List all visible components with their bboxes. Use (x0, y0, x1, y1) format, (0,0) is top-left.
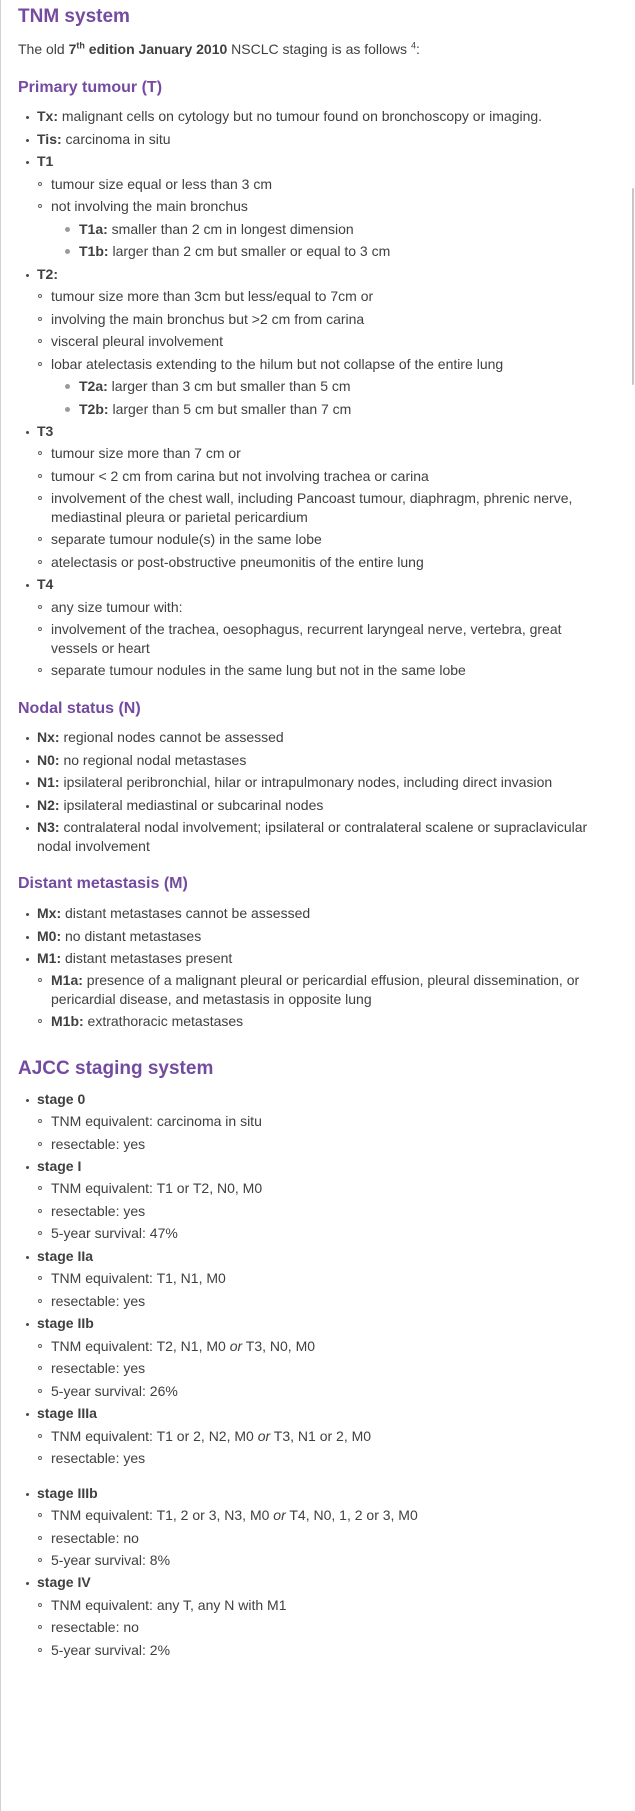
circle-bullet-icon (38, 1276, 42, 1280)
list-item-text (79, 378, 351, 394)
list-item-text (51, 1507, 418, 1523)
list-item-text (51, 356, 503, 372)
list-item (32, 355, 609, 418)
disc-bullet-icon (26, 737, 29, 740)
list-item-text (37, 266, 58, 282)
list-item-text (37, 1405, 97, 1421)
text-segment: Mx: (37, 905, 62, 922)
list-item (32, 1112, 609, 1130)
circle-bullet-icon (38, 1119, 42, 1123)
list-level-1 (18, 107, 609, 679)
circle-bullet-icon (38, 317, 42, 321)
circle-bullet-icon (38, 451, 42, 455)
disc-bullet-icon (26, 1413, 29, 1416)
text-segment: 5-year survival: 8% (51, 1551, 171, 1568)
circle-bullet-icon (38, 1603, 42, 1607)
circle-bullet-icon (38, 182, 42, 186)
text-segment: no regional nodal metastases (59, 751, 247, 768)
text-segment: stage IIb (37, 1315, 94, 1332)
circle-bullet-icon (38, 1019, 42, 1023)
text-segment: contralateral nodal involvement; ipsilateral or contralateral scalene or supraclavicular nodal involvement (37, 819, 588, 854)
circle-bullet-icon (38, 1513, 42, 1517)
text-segment: involvement of the chest wall, including Pancoast tumour, diaphragm, phrenic nerve, mediastinal pleura or parietal pericardium (51, 490, 573, 525)
text-segment: ipsilateral peribronchial, hilar or intrapulmonary nodes, including direct invasion (59, 774, 553, 791)
list-item (60, 242, 609, 260)
circle-bullet-icon (38, 605, 42, 609)
list-item-text (37, 774, 552, 790)
intro-paragraph (18, 40, 609, 59)
text-segment: N2: (37, 796, 60, 813)
square-bullet-icon (65, 227, 70, 232)
text-segment: any size tumour with: (51, 598, 183, 615)
list-item (60, 377, 609, 395)
list-item (18, 904, 609, 922)
text-segment: involvement of the trachea, oesophagus, recurrent laryngeal nerve, vertebra, great vessels or heart (51, 621, 562, 656)
list-level-3 (60, 377, 609, 418)
disc-bullet-icon (26, 805, 29, 808)
list-item (18, 796, 609, 814)
section-heading: AJCC staging system (18, 1057, 214, 1079)
list-item (32, 197, 609, 260)
list-item (18, 1314, 609, 1400)
list-item-text (51, 1338, 315, 1354)
text-segment: stage 0 (37, 1090, 86, 1107)
circle-bullet-icon (38, 339, 42, 343)
text-segment: separate tumour nodules in the same lung but not in the same lobe (51, 662, 466, 679)
list-item (32, 1596, 609, 1614)
text-segment: larger than 2 cm but smaller or equal to 3 cm (108, 243, 391, 260)
list-level-2 (32, 1337, 609, 1400)
text-segment: regional nodes cannot be assessed (59, 729, 284, 746)
list-item-text (79, 401, 351, 417)
list-item (32, 1292, 609, 1310)
list-item-text (51, 1136, 145, 1152)
disc-bullet-icon (26, 584, 29, 587)
scrollbar-thumb[interactable] (632, 188, 634, 385)
list-item-text (51, 1293, 145, 1309)
list-item (18, 773, 609, 791)
text-segment: visceral pleural involvement (51, 333, 223, 350)
text-segment: distant metastases cannot be assessed (61, 905, 311, 922)
text-segment: resectable: yes (51, 1450, 146, 1467)
list-item-text (79, 243, 390, 259)
list-item-text (51, 1203, 145, 1219)
list-item (32, 598, 609, 616)
list-item-text (51, 554, 424, 570)
list-item-text (37, 928, 201, 944)
list-item (18, 265, 609, 418)
text-segment: : (415, 40, 420, 57)
list-item-text (37, 131, 171, 147)
list-item-text (51, 333, 223, 349)
list-item (32, 1359, 609, 1377)
list-level-2 (32, 1506, 609, 1569)
circle-bullet-icon (38, 496, 42, 500)
text-segment: 7 (68, 40, 77, 57)
list-item (32, 1202, 609, 1220)
text-segment: stage IIa (37, 1247, 94, 1264)
list-item-text (51, 1450, 145, 1466)
text-segment: larger than 3 cm but smaller than 5 cm (107, 378, 351, 395)
text-segment: malignant cells on cytology but no tumour found on bronchoscopy or imaging. (58, 108, 543, 125)
disc-bullet-icon (26, 116, 29, 119)
list-level-2 (32, 1112, 609, 1153)
list-level-2 (32, 287, 609, 418)
text-segment: carcinoma in situ (61, 130, 171, 147)
list-item-text (37, 797, 323, 813)
disc-bullet-icon (26, 1099, 29, 1102)
list-item (32, 1337, 609, 1355)
list-item (32, 553, 609, 571)
text-segment: tumour size equal or less than 3 cm (51, 175, 272, 192)
list-item-text (51, 311, 364, 327)
list-item-text (51, 1225, 178, 1241)
list-item-text (51, 662, 466, 678)
list-item-text (51, 1642, 170, 1658)
text-segment: TNM equivalent: T1 or T2, N0, M0 (51, 1180, 263, 1197)
text-segment: smaller than 2 cm in longest dimension (107, 220, 354, 237)
text-segment: TNM equivalent: T1, N1, M0 (51, 1270, 226, 1287)
disc-bullet-icon (26, 1582, 29, 1585)
list-item (18, 818, 609, 855)
circle-bullet-icon (38, 1299, 42, 1303)
text-segment: TNM equivalent: T1, 2 or 3, N3, M0 (51, 1507, 274, 1524)
list-item (32, 1012, 609, 1030)
text-segment: atelectasis or post-obstructive pneumonitis of the entire lung (51, 553, 424, 570)
circle-bullet-icon (38, 1142, 42, 1146)
list-item (18, 751, 609, 769)
list-item-text (51, 1360, 145, 1376)
list-item (32, 287, 609, 305)
list-item (18, 422, 609, 571)
disc-bullet-icon (26, 1323, 29, 1326)
list-level-2 (32, 971, 609, 1030)
text-segment: resectable: no (51, 1529, 139, 1546)
subsection-heading: Nodal status (N) (18, 699, 141, 717)
list-level-1 (18, 1090, 609, 1660)
text-segment: Nx: (37, 729, 60, 746)
text-segment: 5-year survival: 47% (51, 1225, 178, 1242)
text-segment: TNM equivalent: T1 or 2, N2, M0 (51, 1427, 258, 1444)
section-heading: TNM system (18, 6, 130, 27)
circle-bullet-icon (38, 1231, 42, 1235)
list-item-text (51, 198, 248, 214)
list-item (32, 1135, 609, 1153)
circle-bullet-icon (38, 1366, 42, 1370)
list-item (18, 1484, 609, 1570)
text-segment: N3: (37, 819, 60, 836)
text-segment: resectable: yes (51, 1135, 146, 1152)
list-item-text (37, 729, 284, 745)
circle-bullet-icon (38, 294, 42, 298)
list-item (32, 332, 609, 350)
list-level-2 (32, 1596, 609, 1659)
list-item-text (51, 621, 562, 655)
list-item-text (37, 153, 53, 169)
list-level-3 (60, 220, 609, 261)
list-item (32, 1529, 609, 1547)
text-segment: T1a: (79, 220, 108, 237)
list-item (32, 1618, 609, 1636)
text-segment: or (273, 1507, 286, 1524)
list-item-text (51, 972, 579, 1006)
disc-bullet-icon (26, 913, 29, 916)
list-item (18, 1090, 609, 1153)
text-segment: edition January 2010 (84, 40, 228, 57)
text-segment: T3, N1 or 2, M0 (270, 1427, 372, 1444)
subsection-heading: Distant metastasis (M) (18, 875, 188, 893)
list-item (32, 1641, 609, 1659)
list-item-text (51, 468, 429, 484)
text-segment: resectable: yes (51, 1202, 146, 1219)
list-item (32, 530, 609, 548)
circle-bullet-icon (38, 1209, 42, 1213)
list-item (32, 1427, 609, 1445)
list-item-text (51, 1383, 178, 1399)
text-segment: T3, N0, M0 (242, 1337, 316, 1354)
text-segment: presence of a malignant pleural or pericardial effusion, pleural dissemination, or pericardial disease, and metastasis in opposite lung (51, 972, 580, 1007)
list-item-text (51, 1270, 226, 1286)
list-item-text (37, 1574, 91, 1590)
square-bullet-icon (65, 249, 70, 254)
text-segment: T1b: (79, 243, 109, 260)
disc-bullet-icon (26, 431, 29, 434)
text-segment: tumour < 2 cm from carina but not involving trachea or carina (51, 467, 429, 484)
list-item-text (51, 445, 241, 461)
text-segment: TNM equivalent: carcinoma in situ (51, 1113, 262, 1130)
list-item-text (51, 1597, 287, 1613)
circle-bullet-icon (38, 474, 42, 478)
text-segment: resectable: yes (51, 1292, 146, 1309)
circle-bullet-icon (38, 978, 42, 982)
circle-bullet-icon (38, 1625, 42, 1629)
list-item (32, 489, 609, 526)
text-segment: not involving the main bronchus (51, 198, 248, 215)
circle-bullet-icon (38, 1389, 42, 1393)
disc-bullet-icon (26, 936, 29, 939)
list-item (18, 728, 609, 746)
list-item (32, 1449, 609, 1467)
list-level-2 (32, 1179, 609, 1242)
text-segment: tumour size more than 7 cm or (51, 445, 241, 462)
text-segment: or (257, 1427, 271, 1444)
circle-bullet-icon (38, 1648, 42, 1652)
list-item-text (37, 1091, 85, 1107)
text-segment: extrathoracic metastases (83, 1013, 244, 1030)
text-segment: Tx: (37, 108, 58, 125)
text-segment: Tis: (37, 130, 62, 147)
list-item-text (51, 1180, 262, 1196)
list-item (18, 1247, 609, 1310)
disc-bullet-icon (26, 958, 29, 961)
disc-bullet-icon (26, 782, 29, 785)
circle-bullet-icon (38, 560, 42, 564)
disc-bullet-icon (26, 1493, 29, 1496)
list-item-text (37, 1158, 81, 1174)
list-item (32, 467, 609, 485)
circle-bullet-icon (38, 204, 42, 208)
text-segment: N1: (37, 774, 60, 791)
disc-bullet-icon (26, 161, 29, 164)
list-level-1 (18, 904, 609, 1031)
list-level-2 (32, 598, 609, 680)
text-segment: T1 (37, 153, 54, 170)
text-segment: 5-year survival: 2% (51, 1641, 171, 1658)
list-item-text (79, 221, 354, 237)
text-segment: T2b: (79, 400, 109, 417)
text-segment: T2a: (79, 378, 108, 395)
list-item (18, 949, 609, 1031)
text-segment: N0: (37, 751, 60, 768)
list-level-1 (18, 728, 609, 855)
disc-bullet-icon (26, 760, 29, 763)
text-segment: stage IIIb (37, 1484, 98, 1501)
list-item (32, 1179, 609, 1197)
text-segment: stage IV (37, 1574, 91, 1591)
list-item-text (51, 1013, 243, 1029)
list-item (32, 1506, 609, 1524)
circle-bullet-icon (38, 1434, 42, 1438)
text-segment: T3 (37, 423, 54, 439)
list-item-text (51, 490, 572, 524)
square-bullet-icon (65, 384, 70, 389)
text-segment: M1b: (51, 1013, 84, 1030)
text-segment: separate tumour nodule(s) in the same lobe (51, 531, 322, 548)
circle-bullet-icon (38, 1558, 42, 1562)
text-segment: resectable: no (51, 1619, 139, 1636)
disc-bullet-icon (26, 274, 29, 277)
list-item-text (51, 599, 183, 615)
circle-bullet-icon (38, 537, 42, 541)
list-item (32, 1224, 609, 1242)
text-segment: involving the main bronchus but >2 cm from carina (51, 310, 365, 327)
disc-bullet-icon (26, 827, 29, 830)
text-segment: distant metastases present (61, 949, 233, 966)
list-item (18, 1404, 609, 1467)
list-item-text (51, 1619, 139, 1635)
text-segment: T2: (37, 265, 58, 282)
list-item-text (51, 1113, 262, 1129)
list-item (18, 152, 609, 260)
list-item (32, 971, 609, 1008)
circle-bullet-icon (38, 1456, 42, 1460)
list-item (32, 175, 609, 193)
text-segment: TNM equivalent: T2, N1, M0 (51, 1337, 230, 1354)
list-item (18, 107, 609, 125)
text-segment: The old (18, 40, 69, 57)
circle-bullet-icon (38, 1536, 42, 1540)
list-level-2 (32, 175, 609, 261)
circle-bullet-icon (38, 668, 42, 672)
text-segment: or (229, 1337, 243, 1354)
reference-superscript[interactable]: 4 (410, 40, 416, 51)
list-item-text (37, 950, 232, 966)
text-segment: T4 (37, 576, 54, 593)
list-item-text (37, 423, 53, 439)
text-segment: M0: (37, 927, 62, 944)
text-segment: T4, N0, 1, 2 or 3, M0 (285, 1507, 418, 1524)
list-level-2 (32, 444, 609, 571)
list-item (18, 130, 609, 148)
list-item (32, 1269, 609, 1287)
list-item (18, 927, 609, 945)
list-item (32, 620, 609, 657)
list-item (32, 444, 609, 462)
text-segment: no distant metastases (61, 927, 202, 944)
list-level-2 (32, 1269, 609, 1310)
list-item-text (37, 1485, 98, 1501)
list-item (32, 661, 609, 679)
list-item-text (37, 1248, 93, 1264)
list-item-text (37, 1315, 94, 1331)
text-segment: M1a: (51, 972, 83, 989)
list-item (18, 1157, 609, 1243)
list-level-2 (32, 1427, 609, 1468)
list-item-text (51, 1428, 371, 1444)
ordinal-superscript: th (76, 40, 85, 51)
list-item-text (51, 531, 322, 547)
disc-bullet-icon (26, 1256, 29, 1259)
circle-bullet-icon (38, 1344, 42, 1348)
text-segment: 5-year survival: 26% (51, 1382, 178, 1399)
list-item (32, 1551, 609, 1569)
disc-bullet-icon (26, 139, 29, 142)
circle-bullet-icon (38, 362, 42, 366)
disc-bullet-icon (26, 1166, 29, 1169)
text-segment: tumour size more than 3cm but less/equal to 7cm or (51, 288, 374, 305)
text-segment: stage I (37, 1158, 82, 1174)
subsection-heading: Primary tumour (T) (18, 78, 163, 96)
list-item-text (51, 1530, 139, 1546)
text-segment: ipsilateral mediastinal or subcarinal nodes (59, 796, 324, 813)
list-item-text (51, 176, 272, 192)
list-item (60, 220, 609, 238)
list-item (60, 400, 609, 418)
text-segment: stage IIIa (37, 1405, 97, 1422)
list-item (32, 1382, 609, 1400)
list-item-text (37, 752, 246, 768)
text-segment: M1: (37, 949, 62, 966)
list-item-text (37, 108, 542, 124)
text-segment: lobar atelectasis extending to the hilum but not collapse of the entire lung (51, 355, 504, 372)
square-bullet-icon (65, 407, 70, 412)
list-item-text (37, 576, 53, 592)
text-segment: larger than 5 cm but smaller than 7 cm (108, 400, 352, 417)
list-item-text (37, 819, 587, 853)
text-segment: resectable: yes (51, 1360, 146, 1377)
text-segment: TNM equivalent: any T, any N with M1 (51, 1596, 287, 1613)
circle-bullet-icon (38, 1186, 42, 1190)
circle-bullet-icon (38, 627, 42, 631)
list-item (18, 1573, 609, 1659)
text-segment: NSCLC staging is as follows (227, 40, 411, 57)
list-item-text (51, 288, 373, 304)
list-item-text (37, 905, 310, 921)
list-item (18, 575, 609, 679)
list-item-text (51, 1552, 170, 1568)
list-item (32, 310, 609, 328)
